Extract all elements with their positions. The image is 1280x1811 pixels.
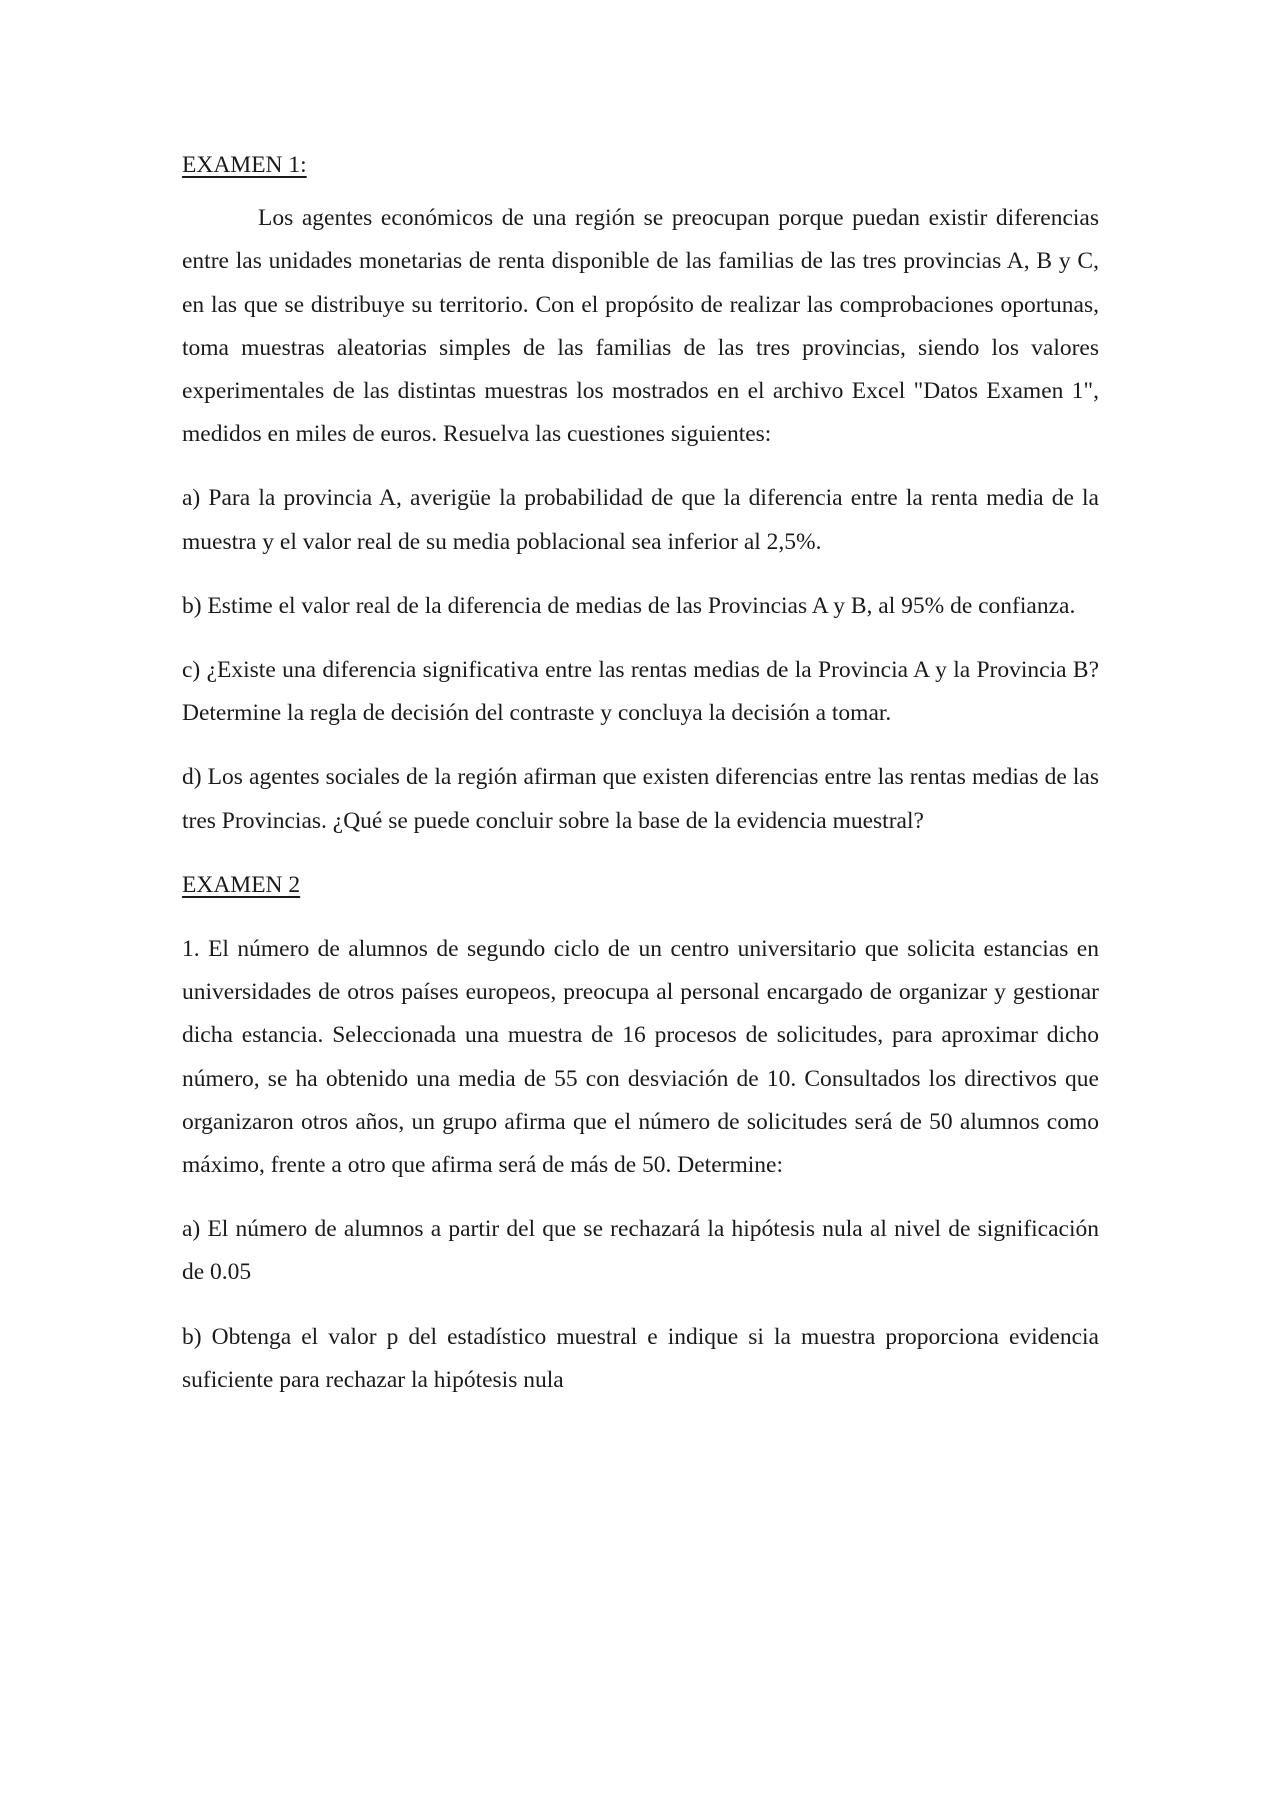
exam1-heading: EXAMEN 1: xyxy=(182,152,307,178)
exam2-problem-paragraph: 1. El número de alumnos de segundo ciclo de un centro universitario que solicita estancias en universidades de otros países europeos, preocupa al personal encargado de organizar y gestionar dicha estancia. Seleccionada una muestra de 16 procesos de solicitudes, para aproximar dicho número, se ha obtenido una media de 55 con desviación de 10. Consultados los directivos que organizaron otros años, un grupo afirma que el número de solicitudes será de 50 alumnos como máximo, frente a otro que afirma será de más de 50. Determine: xyxy=(182,936,1099,1179)
document-body xyxy=(182,144,1099,1423)
exam2-heading: EXAMEN 2 xyxy=(182,871,301,898)
exam1-intro-paragraph: Los agentes económicos de una región se preocupan porque puedan existir diferencias entre las unidades monetarias de renta disponible de las familias de las tres provincias A, B y C, en las que se distribuye su territorio. Con el propósito de realizar las comprobaciones oportunas, toma muestras aleatorias simples de las familias de las tres provincias, siendo los valores experimentales de las distintas muestras los mostrados en el archivo Excel "Datos Examen 1", medidos en miles de euros. Resuelva las cuestiones siguientes: xyxy=(182,205,1099,448)
exam2-question-a: a) El número de alumnos a partir del que se rechazará la hipótesis nula al nivel de significación de 0.05 xyxy=(182,1216,1099,1286)
exam1-question-d: d) Los agentes sociales de la región afirman que existen diferencias entre las rentas medias de las tres Provincias. ¿Qué se puede concluir sobre la base de la evidencia muestral? xyxy=(182,764,1099,834)
exam1-question-b: b) Estime el valor real de la diferencia de medias de las Provincias A y B, al 95% de confianza. xyxy=(182,592,1076,619)
exam2-question-b: b) Obtenga el valor p del estadístico muestral e indique si la muestra proporciona evidencia suficiente para rechazar la hipótesis nula xyxy=(182,1323,1099,1393)
exam1-question-a: a) Para la provincia A, averigüe la probabilidad de que la diferencia entre la renta media de la muestra y el valor real de su media poblacional sea inferior al 2,5%. xyxy=(182,485,1099,555)
exam1-question-c: c) ¿Existe una diferencia significativa entre las rentas medias de la Provincia A y la Provincia B? Determine la regla de decisión del contraste y concluya la decisión a tomar. xyxy=(182,657,1099,727)
